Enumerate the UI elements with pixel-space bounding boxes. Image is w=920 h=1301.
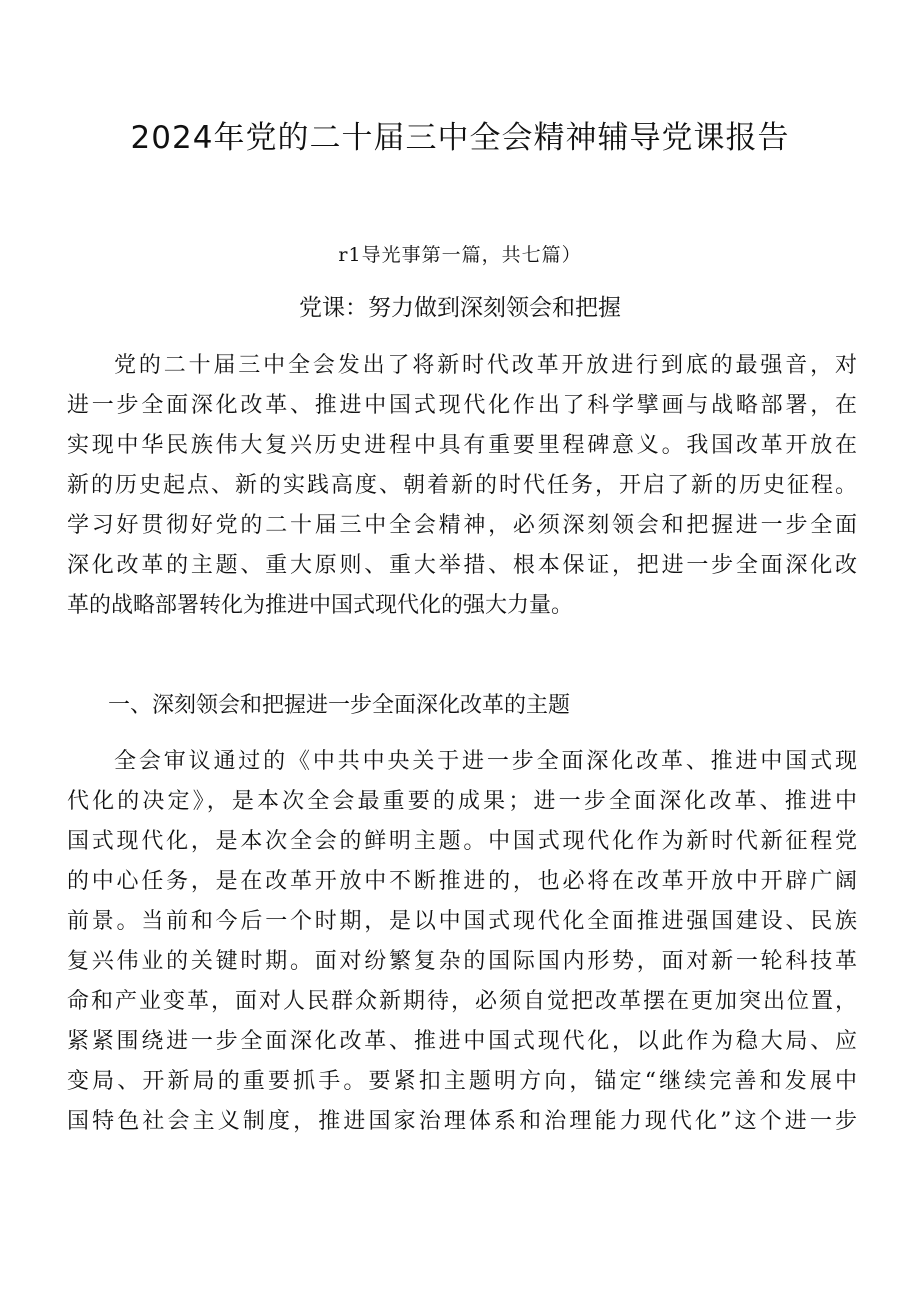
series-note: r1导光事第一篇，共七篇）	[338, 244, 582, 266]
paragraph-line: 国特色社会主义制度，推进国家治理体系和治理能力现代化”这个进一步	[67, 1109, 857, 1134]
paragraph-line: 紧紧围绕进一步全面深化改革、推进中国式现代化，以此作为稳大局、应	[67, 1029, 857, 1054]
intro-paragraph	[67, 346, 857, 626]
paragraph-line: 党的二十届三中全会发出了将新时代改革开放进行到底的最强音，对	[114, 353, 857, 378]
paragraph-line: 深化改革的主题、重大原则、重大举措、根本保证，把进一步全面深化改	[67, 553, 857, 578]
paragraph-line: 进一步全面深化改革、推进中国式现代化作出了科学擘画与战略部署，在	[67, 393, 857, 418]
section-heading: 一、深刻领会和把握进一步全面深化改革的主题	[108, 693, 571, 718]
paragraph-line: 变局、开新局的重要抓手。要紧扣主题明方向，锚定“继续完善和发展中	[67, 1069, 857, 1094]
paragraph-line: 全会审议通过的《中共中央关于进一步全面深化改革、推进中国式现	[114, 749, 857, 774]
paragraph-line: 代化的决定》，是本次全会最重要的成果；进一步全面深化改革、推进中	[67, 789, 857, 814]
paragraph-line: 命和产业变革，面对人民群众新期待，必须自觉把改革摆在更加突出位置，	[67, 989, 857, 1014]
paragraph-line: 复兴伟业的关键时期。面对纷繁复杂的国际国内形势，面对新一轮科技革	[67, 949, 857, 974]
paragraph-line: 学习好贯彻好党的二十届三中全会精神，必须深刻领会和把握进一步全面	[67, 513, 857, 538]
document-title: 2024年党的二十届三中全会精神辅导党课报告	[130, 120, 790, 156]
lecture-title: 党课：努力做到深刻领会和把握	[299, 295, 621, 321]
paragraph-line: 前景。当前和今后一个时期，是以中国式现代化全面推进强国建设、民族	[67, 909, 857, 934]
paragraph-line: 国式现代化，是本次全会的鲜明主题。中国式现代化作为新时代新征程党	[67, 829, 857, 854]
paragraph-line: 新的历史起点、新的实践高度、朝着新的时代任务，开启了新的历史征程。	[67, 473, 857, 498]
paragraph-line: 实现中华民族伟大复兴历史进程中具有重要里程碑意义。我国改革开放在	[67, 433, 857, 458]
section-paragraph	[67, 742, 857, 1142]
paragraph-line: 革的战略部署转化为推进中国式现代化的强大力量。	[67, 593, 574, 618]
paragraph-line: 的中心任务，是在改革开放中不断推进的，也必将在改革开放中开辟广阔	[67, 869, 857, 894]
